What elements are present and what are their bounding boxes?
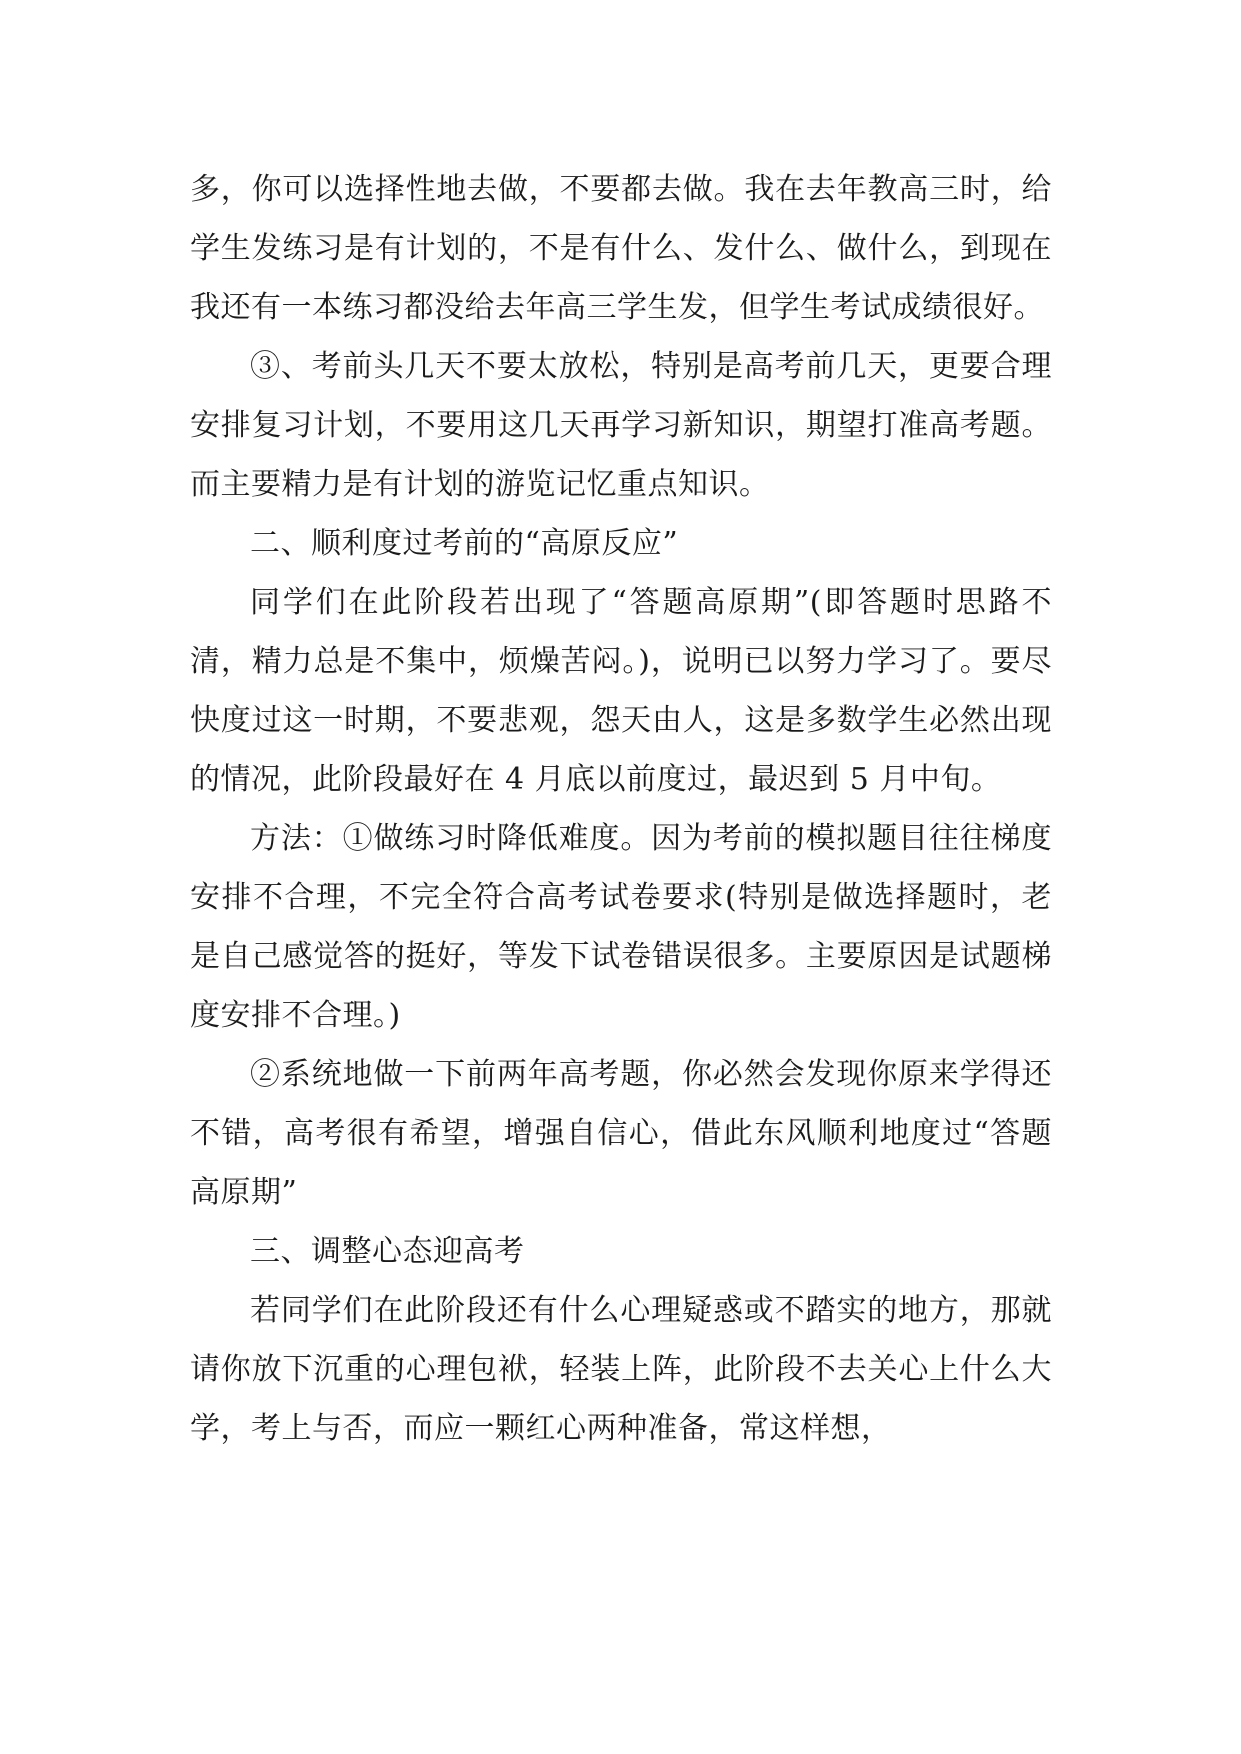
paragraph-method-2: ②系统地做一下前两年高考题，你必然会发现你原来学得还不错，高考很有希望，增强自信心，借此东风顺利地度过“答题高原期” — [190, 1057, 1052, 1210]
paragraph-mindset: 若同学们在此阶段还有什么心理疑惑或不踏实的地方，那就请你放下沉重的心理包袱，轻装上阵，此阶段不去关心上什么大学，考上与否，而应一颗红心两种准备，常这样想， — [190, 1293, 1052, 1446]
paragraph-continued: 多，你可以选择性地去做，不要都去做。我在去年教高三时，给学生发练习是有计划的，不是有什么、发什么、做什么，到现在我还有一本练习都没给去年高三学生发，但学生考试成绩很好。 — [190, 172, 1052, 325]
paragraph-method-1: 方法：①做练习时降低难度。因为考前的模拟题目往往梯度安排不合理，不完全符合高考试卷要求(特别是做选择题时，老是自己感觉答的挺好，等发下试卷错误很多。主要原因是试题梯度安排不合理。) — [190, 821, 1052, 1033]
section-heading-3: 三、调整心态迎高考 — [250, 1234, 525, 1269]
section-heading-2: 二、顺利度过考前的“高原反应” — [250, 526, 679, 561]
paragraph-tip-3: ③、考前头几天不要太放松，特别是高考前几天，更要合理安排复习计划，不要用这几天再学习新知识，期望打准高考题。而主要精力是有计划的游览记忆重点知识。 — [190, 349, 1052, 502]
paragraph-plateau: 同学们在此阶段若出现了“答题高原期”(即答题时思路不清，精力总是不集中，烦燥苦闷。)，说明已以努力学习了。要尽快度过这一时期，不要悲观，怨天由人，这是多数学生必然出现的情况，此阶段最好在 4 月底以前度过，最迟到 5 月中旬。 — [190, 585, 1052, 797]
document-body — [190, 160, 1052, 1458]
